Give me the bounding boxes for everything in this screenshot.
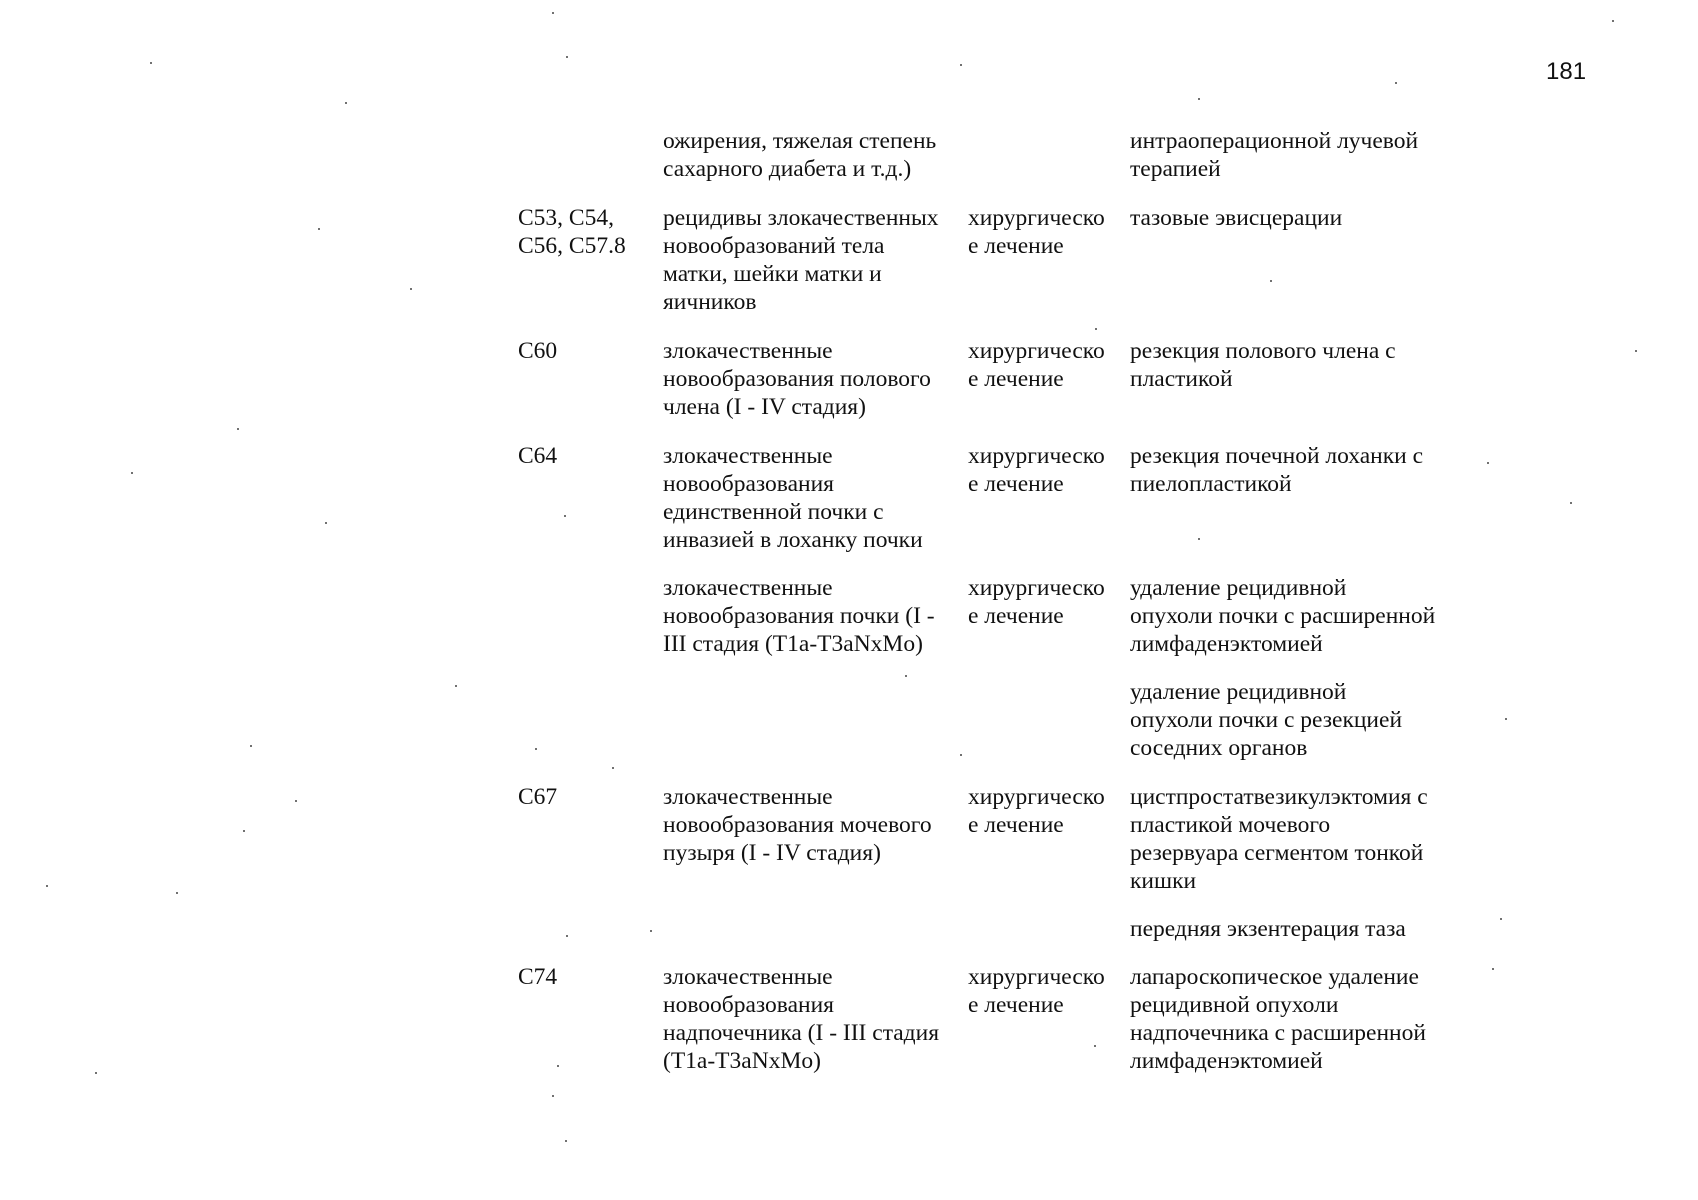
icd-code-cell: C60 [518, 338, 558, 364]
treatment-type-cell: хирургическо е лечение [968, 964, 1105, 1018]
scan-speck [960, 64, 962, 66]
treatment-type-cell: хирургическо е лечение [968, 205, 1105, 259]
diagnosis-cell: злокачественные новообразования мочевого пузыря (I - IV стадия) [663, 784, 932, 866]
treatment-method-cell: цистпростатвезикулэктомия с пластикой мочевого резервуара сегментом тонкой кишки [1130, 784, 1428, 894]
treatment-method-cell: резекция почечной лоханки с пиелопластикой [1130, 443, 1424, 497]
scan-speck [237, 428, 239, 430]
scan-speck [46, 885, 48, 887]
scan-speck [176, 892, 178, 894]
scan-speck [552, 1095, 554, 1097]
scan-speck [1505, 718, 1507, 720]
scan-speck [1395, 82, 1397, 84]
scan-speck [1500, 918, 1502, 920]
scan-speck [564, 515, 566, 517]
scan-speck [410, 288, 412, 290]
icd-code-cell: C53, C54, C56, C57.8 [518, 205, 626, 259]
treatment-method-cell: интраоперационной лучевой терапией [1130, 128, 1419, 182]
scan-speck [905, 675, 907, 677]
scan-speck [250, 745, 252, 747]
scan-speck [243, 830, 245, 832]
scan-speck [345, 102, 347, 104]
treatment-method-cell: лапароскопическое удаление рецидивной опухоли надпочечника с расширенной лимфаденэктомией [1130, 964, 1426, 1074]
diagnosis-cell: злокачественные новообразования полового члена (I - IV стадия) [663, 338, 931, 420]
scan-speck [650, 930, 652, 932]
scan-speck [566, 935, 568, 937]
scan-speck [1612, 20, 1614, 22]
scan-speck [1095, 328, 1097, 330]
diagnosis-cell: рецидивы злокачественных новообразований тела матки, шейки матки и яичников [663, 205, 939, 315]
scan-speck [1487, 462, 1489, 464]
treatment-type-cell: хирургическо е лечение [968, 575, 1105, 629]
diagnosis-cell: злокачественные новообразования надпочечника (I - III стадия (T1a-T3aNxMo) [663, 964, 940, 1074]
scan-speck [325, 522, 327, 524]
treatment-method-cell: резекция полового члена с пластикой [1130, 338, 1396, 392]
scan-speck [960, 754, 962, 756]
treatment-type-cell: хирургическо е лечение [968, 784, 1105, 838]
diagnosis-cell: злокачественные новообразования единственной почки с инвазией в лоханку почки [663, 443, 923, 553]
icd-code-cell: C67 [518, 784, 558, 810]
scan-speck [1270, 280, 1272, 282]
scan-speck [552, 12, 554, 14]
scan-speck [318, 228, 320, 230]
treatment-method-cell: тазовые эвисцерации [1130, 205, 1343, 231]
treatment-method-cell: передняя экзентерация таза [1130, 916, 1406, 942]
scan-speck [565, 1140, 567, 1142]
scan-speck [1635, 350, 1637, 352]
scan-speck [566, 56, 568, 58]
icd-code-cell: C64 [518, 443, 558, 469]
scan-speck [535, 748, 537, 750]
treatment-type-cell: хирургическо е лечение [968, 443, 1105, 497]
scan-speck [131, 472, 133, 474]
scan-speck [455, 685, 457, 687]
scan-speck [612, 767, 614, 769]
treatment-method-cell: удаление рецидивной опухоли почки с резекцией соседних органов [1130, 679, 1403, 761]
icd-code-cell: C74 [518, 964, 558, 990]
scan-speck [1570, 502, 1572, 504]
scan-speck [95, 1072, 97, 1074]
treatment-type-cell: хирургическо е лечение [968, 338, 1105, 392]
scan-speck [557, 1065, 559, 1067]
page-number: 181 [1546, 58, 1587, 85]
scan-speck [1198, 538, 1200, 540]
scan-speck [150, 62, 152, 64]
diagnosis-cell: злокачественные новообразования почки (I - III стадия (T1a-T3aNxMo) [663, 575, 935, 657]
scan-speck [1094, 1045, 1096, 1047]
diagnosis-cell: ожирения, тяжелая степень сахарного диабета и т.д.) [663, 128, 937, 182]
scan-speck [1198, 98, 1200, 100]
treatment-method-cell: удаление рецидивной опухоли почки с расширенной лимфаденэктомией [1130, 575, 1436, 657]
scan-speck [295, 800, 297, 802]
scan-speck [1492, 968, 1494, 970]
